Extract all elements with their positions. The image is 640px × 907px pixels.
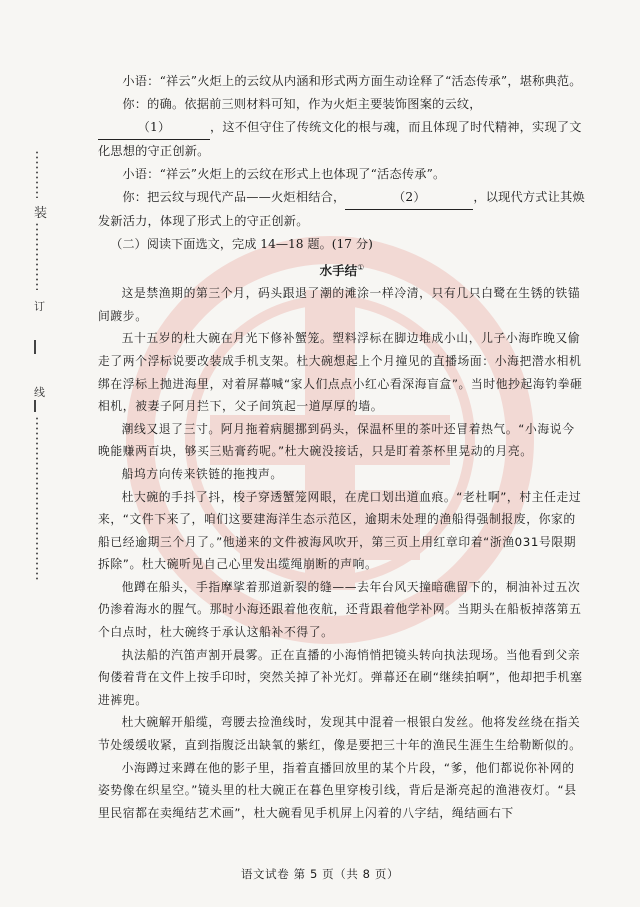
- dialog-line-4: 你：把云纹与现代产品——火炬相结合， （2） ，以现代方式让其焕发新活力，体现了形式上的守正创新。: [98, 186, 586, 233]
- binding-mark-zhuang: 装: [34, 206, 48, 221]
- story-paragraph: 五十五岁的杜大碗在月光下修补蟹笼。塑料浮标在脚边堆成小山，儿子小海昨晚又偷走了两个浮标说要改装成手机支架。杜大碗想起上个月撞见的直播场面：小海把潜水相机绑在浮标上抛进海里，对着屏幕喊“家人们点点小红心看深海盲盒”。当时他抄起海钓拳砸相机，被妻子阿月拦下，父子间筑起一道厚厚的墙。: [98, 331, 583, 414]
- dialog-line-1: 小语：“祥云”火炬上的云纹从内涵和形式两方面生动诠释了“活态传承”，堪称典范。: [122, 74, 582, 88]
- dialog-line-3: 小语：“祥云”火炬上的云纹在形式上也体现了“活态传承”。: [122, 167, 446, 181]
- story-paragraph: 这是禁渔期的第三个月，码头跟退了潮的滩涂一样冷清，只有几只白鹭在生锈的铁锚间踱步。: [98, 286, 581, 323]
- answer-blank-1[interactable]: （1）: [98, 116, 210, 140]
- story-paragraph: 小海蹲过来蹲在他的影子里，指着直播回放里的某个片段，“爹，他们都说你补网的姿势像在织星空。”镜头里的杜大碗正在暮色里穿梭引线，背后是渐亮起的渔港夜灯。“县里民宿都在卖绳结艺术画”，杜大碗看见手机屏上闪着的八字结，绳结画右下: [98, 760, 577, 820]
- page-content: [98, 70, 586, 824]
- story-body: [98, 282, 586, 824]
- binding-mark-ding: 订: [34, 300, 45, 313]
- story-paragraph: 他蹲在船头，手指摩挲着那道新裂的缝——去年台风天撞暗礁留下的，桐油补过五次仍渗着海水的腥气。那时小海还跟着他夜航，还背跟着他学补网。当期头在船板掉落第五个白点时，杜大碗终于承认这船补不得了。: [98, 579, 582, 640]
- story-paragraph: 潮线又退了三寸。阿月拖着病腿挪到码头，保温杯里的茶叶还冒着热气。“小海说今晚能赚两百块，够买三贴膏药呢。”杜大碗没接话，只是盯着茶杯里晃动的月亮。: [98, 421, 575, 459]
- story-paragraph: 船坞方向传来铁链的拖拽声。: [121, 466, 283, 481]
- story-paragraph: 杜大碗的手抖了抖，梭子穿透蟹笼网眼，在虎口划出道血痕。“老杜啊”，村主任走过来，“文件下来了，咱们这要建海洋生态示范区，逾期未处理的渔船得强制报废，你家的船已经逾期三个月了。”他递来的文件被海风吹开，第三页上用红章印着“浙渔031号限期拆除”。杜大碗听见自己心里发出缆绳崩断的声响。: [98, 489, 582, 572]
- story-title: 水手结①: [319, 263, 365, 279]
- binding-mark-xian: 线: [34, 386, 45, 399]
- footnote-marker: ①: [357, 263, 365, 272]
- dialog-line-2: 你：的确。依据前三则材料可知，作为火炬主要装饰图案的云纹，（1） ，这不但守住了传统文化的根与魂，而且体现了时代精神，实现了文化思想的守正创新。: [98, 97, 582, 158]
- answer-blank-2[interactable]: （2）: [345, 186, 473, 210]
- binding-line: [6, 150, 48, 580]
- story-paragraph: 执法船的汽笛声割开晨雾。正在直播的小海悄悄把镜头转向执法现场。当他看到父亲佝偻着背在文件上按手印时，突然关掉了补光灯。弹幕还在刷“继续拍啊”，他却把手机塞进裤兜。: [98, 647, 583, 707]
- page-footer: 语文试卷 第 5 页（共 8 页）: [240, 867, 400, 881]
- story-paragraph: 杜大碗解开船缆，弯腰去捡渔线时，发现其中混着一根银白发丝。他将发丝绕在指关节处缓缓收紧，直到指腹泛出缺氧的紫红，像是要把三十年的渔民生涯生生给勒断似的。: [98, 715, 582, 753]
- section-heading: （二）阅读下面选文，完成 14—18 题。(17 分): [110, 237, 373, 251]
